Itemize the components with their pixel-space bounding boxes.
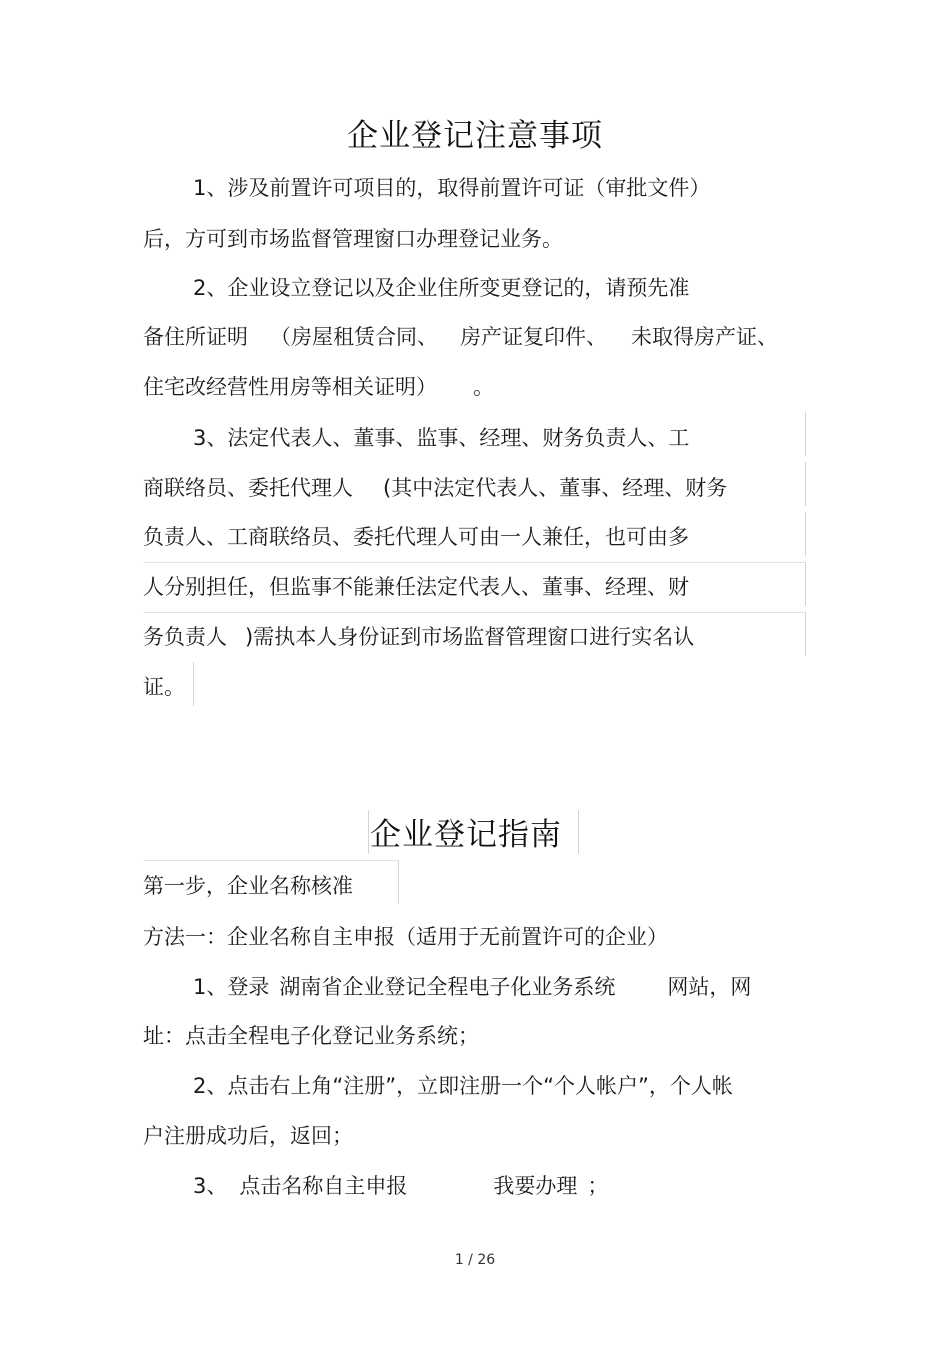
page-number: 1 / 26 bbox=[454, 1252, 496, 1268]
notes-item-3-line-2 bbox=[143, 473, 727, 503]
notes-item-3-line-2-part-a: 商联络员、委托代理人 bbox=[143, 476, 353, 500]
scan-rule bbox=[805, 512, 806, 556]
scan-rule bbox=[143, 860, 398, 861]
notes-item-3-line-5-part-b: )需执本人身份证到市场监督管理窗口进行实名认 bbox=[245, 625, 695, 649]
scan-rule bbox=[578, 810, 579, 854]
guide-step-1: 第一步，企业名称核准 bbox=[143, 874, 353, 898]
notes-item-2-line-3 bbox=[143, 372, 494, 402]
guide-item-1-line-1 bbox=[193, 972, 751, 1002]
scan-rule bbox=[805, 412, 806, 456]
guide-item-2-line-1: 2、点击右上角“注册”，立即注册一个“个人帐户”，个人帐 bbox=[193, 1074, 733, 1098]
scan-rule bbox=[805, 612, 806, 656]
section-title-guide: 企业登记指南 bbox=[370, 817, 562, 853]
notes-item-2-line-2-part-b: （房屋租赁合同、 bbox=[270, 325, 438, 349]
notes-item-3-line-3: 负责人、工商联络员、委托代理人可由一人兼任，也可由多 bbox=[143, 525, 689, 549]
section-title-notes: 企业登记注意事项 bbox=[347, 118, 603, 154]
scan-rule bbox=[805, 562, 806, 606]
notes-item-3-line-5-part-a: 务负责人 bbox=[143, 625, 227, 649]
scan-rule bbox=[143, 612, 805, 613]
scan-rule bbox=[143, 562, 805, 563]
guide-item-3-line-1-part-b: 点击名称自主申报 bbox=[239, 1174, 408, 1198]
notes-item-1-line-2: 后，方可到市场监督管理窗口办理登记业务。 bbox=[143, 227, 563, 251]
notes-item-2-line-2-part-d: 未取得房产证、 bbox=[631, 325, 778, 349]
guide-method-1: 方法一：企业名称自主申报（适用于无前置许可的企业） bbox=[143, 925, 668, 949]
guide-item-2-line-2: 户注册成功后，返回； bbox=[143, 1124, 353, 1148]
scan-rule bbox=[193, 662, 194, 706]
notes-item-1-line-1: 1、涉及前置许可项目的，取得前置许可证（审批文件） bbox=[193, 176, 711, 200]
notes-item-2-line-2-part-a: 备住所证明 bbox=[143, 325, 248, 349]
notes-item-2-line-2-part-c: 房产证复印件、 bbox=[460, 325, 607, 349]
guide-item-3-line-1-part-d: ； bbox=[587, 1174, 609, 1198]
scan-rule bbox=[398, 860, 399, 904]
notes-item-2-line-3-part-a: 住宅改经营性用房等相关证明） bbox=[143, 375, 437, 399]
notes-item-3-line-2-part-b: (其中法定代表人、董事、经理、财务 bbox=[383, 476, 728, 500]
guide-item-1-line-1-part-b: 湖南省企业登记全程电子化业务系统 bbox=[279, 975, 616, 999]
guide-item-1-line-2: 址：点击全程电子化登记业务系统； bbox=[143, 1024, 479, 1048]
guide-item-1-line-1-part-c: 网站，网 bbox=[667, 975, 752, 999]
notes-item-3-line-1: 3、法定代表人、董事、监事、经理、财务负责人、工 bbox=[193, 426, 690, 450]
scan-rule bbox=[368, 810, 369, 854]
notes-item-2-line-2 bbox=[143, 322, 778, 352]
guide-item-3-line-1-part-c: 我要办理 bbox=[493, 1174, 578, 1198]
notes-item-2-line-3-part-b: 。 bbox=[473, 375, 494, 399]
guide-item-3-line-1-part-a: 3、 bbox=[193, 1174, 228, 1198]
scan-rule bbox=[805, 462, 806, 506]
notes-item-3-line-5 bbox=[143, 622, 694, 652]
notes-item-3-line-4: 人分别担任，但监事不能兼任法定代表人、董事、经理、财 bbox=[143, 575, 689, 599]
guide-item-3-line-1 bbox=[193, 1171, 608, 1201]
notes-item-2-line-1: 2、企业设立登记以及企业住所变更登记的，请预先准 bbox=[193, 276, 690, 300]
notes-item-3-line-6: 证。 bbox=[143, 675, 185, 699]
guide-item-1-line-1-part-a: 1、登录 bbox=[193, 975, 270, 999]
